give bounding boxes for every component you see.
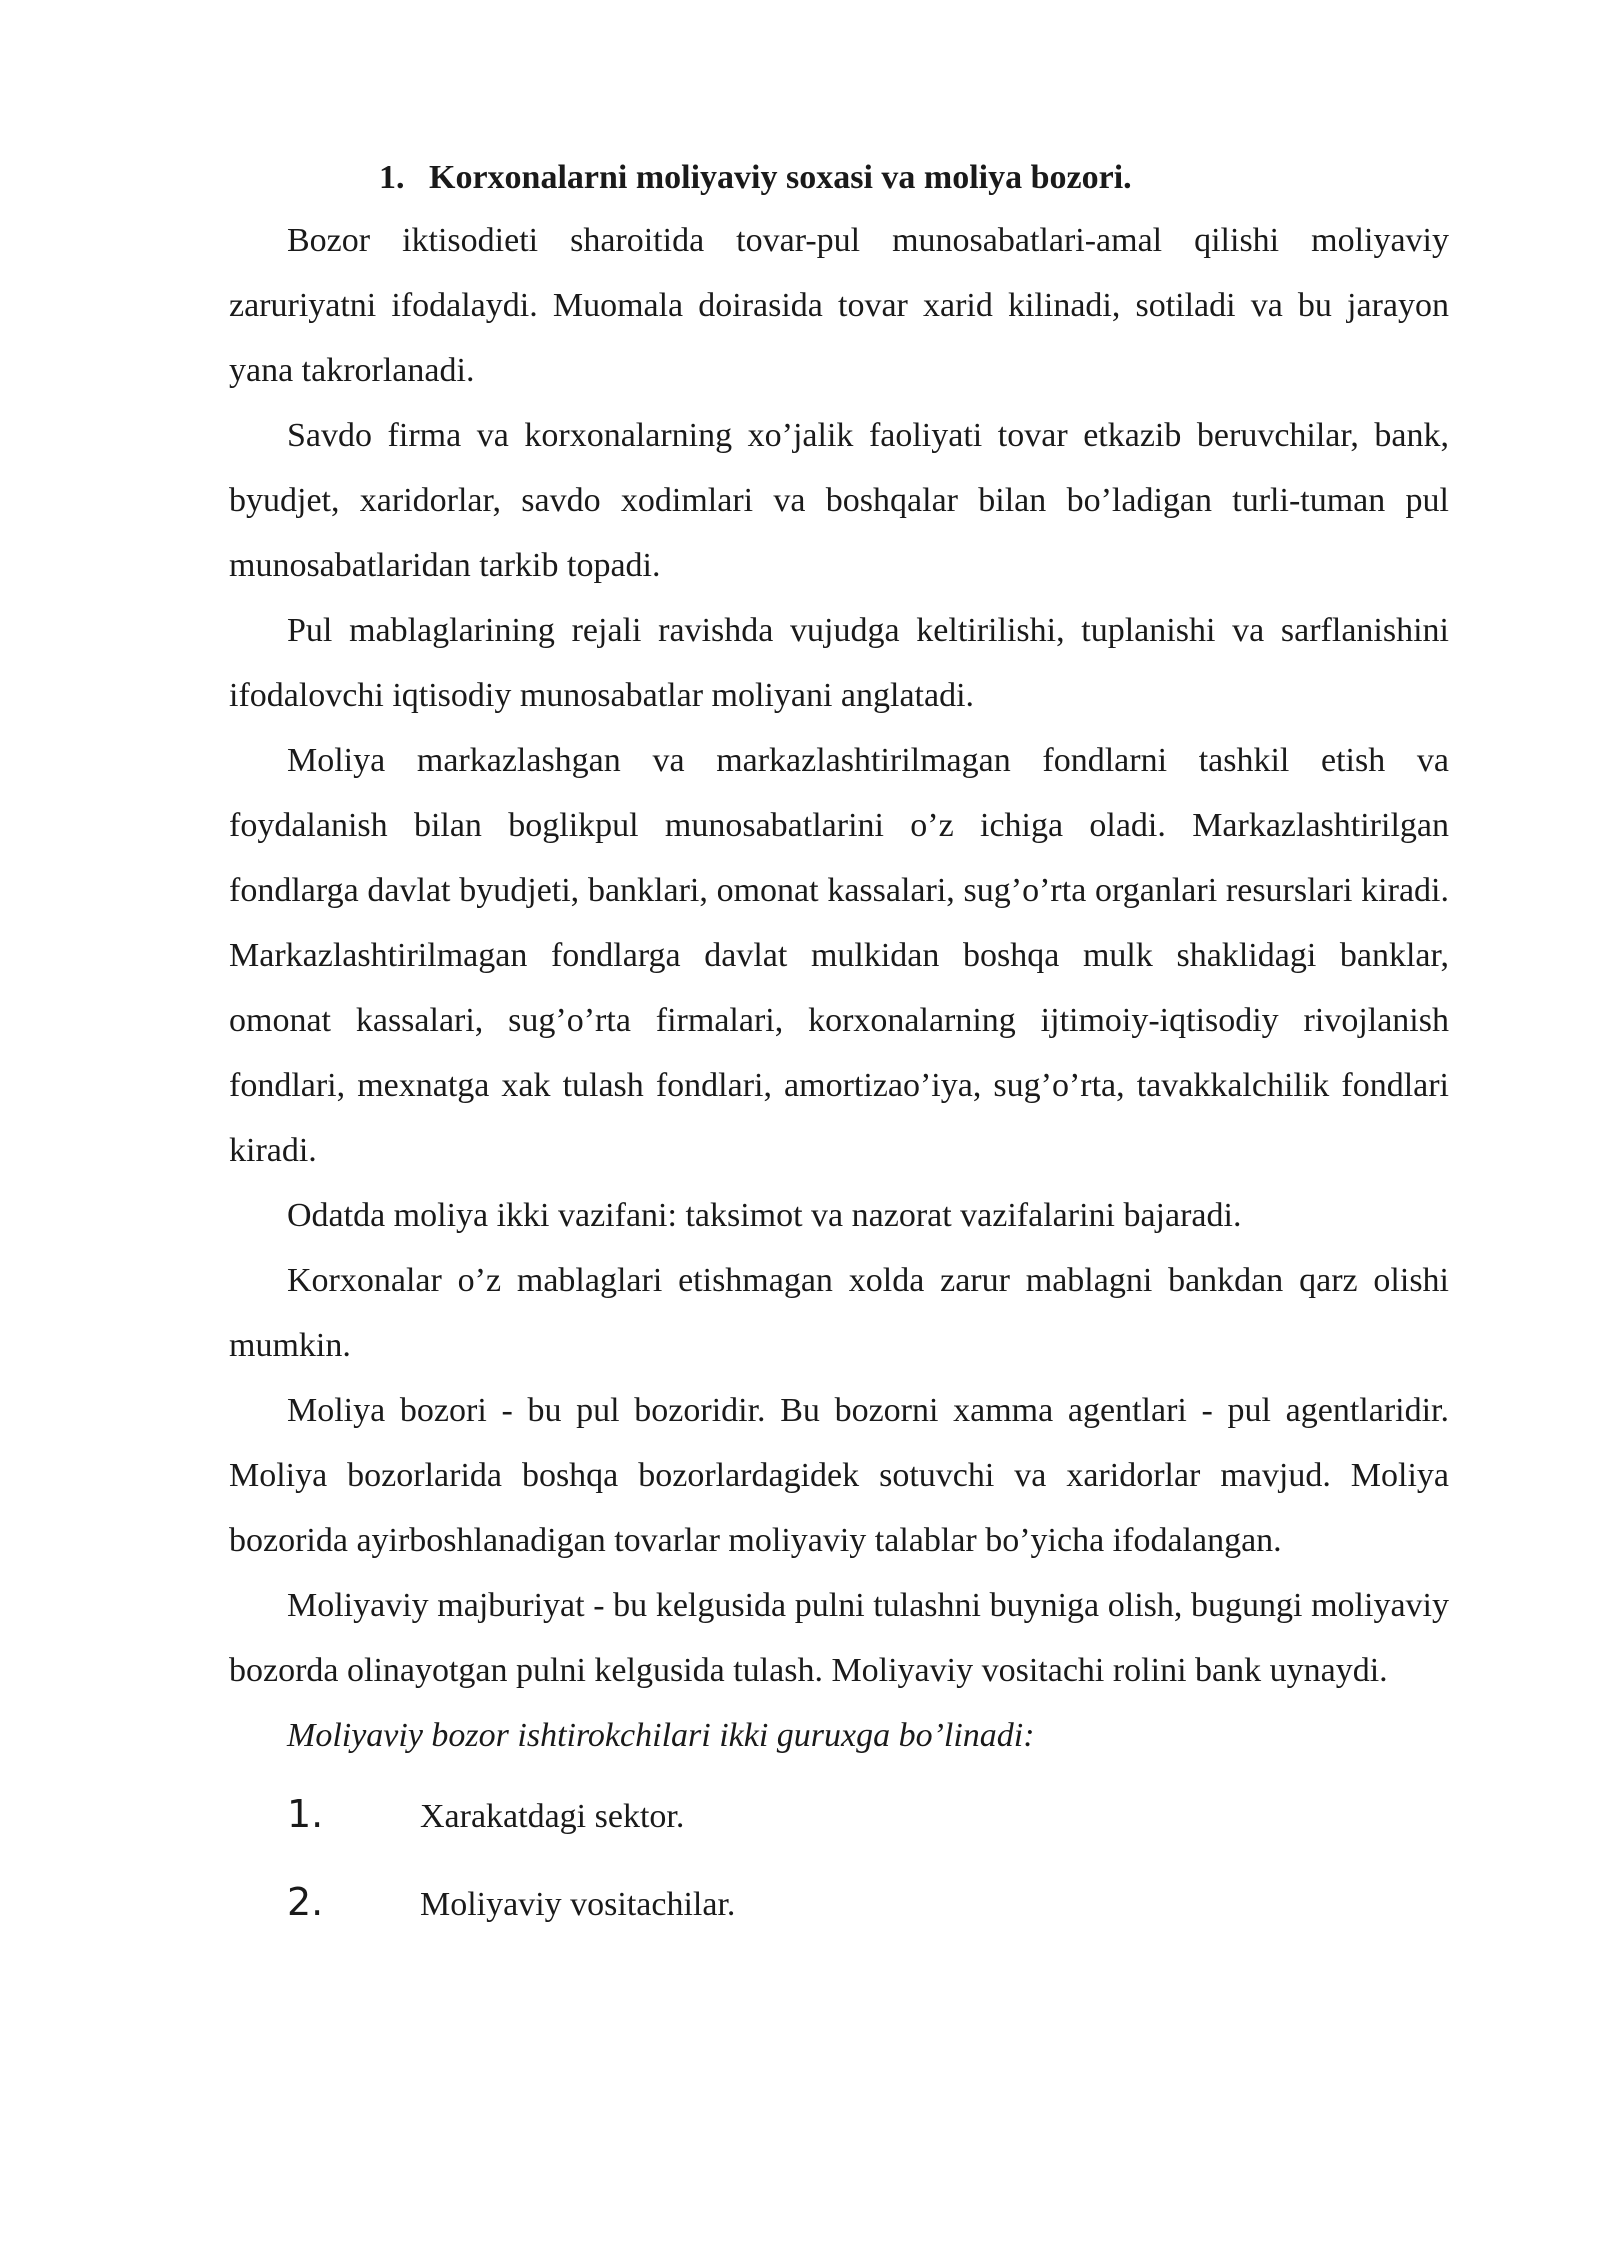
paragraph: Moliya markazlashgan va markazlashtirilmagan fondlarni tashkil etish va foydalanish bilan boglikpul munosabatlarini o’z ichiga oladi. Markazlashtirilgan fondlarga davlat byudjeti, banklari, omonat kassalari, sug’o’rta organlari resurslari kiradi. Markazlashtirilmagan fondlarga davlat mulkidan boshqa mulk shaklidagi banklar, omonat kassalari, sug’o’rta firmalari, korxonalarning ijtimoiy-iqtisodiy rivojlanish fondlari, mexnatga xak tulash fondlari, amortizao’iya, sug’o’rta, tavakkalchilik fondlari kiradi. <box>229 742 1449 1169</box>
paragraph: Pul mablaglarining rejali ravishda vujudga keltirilishi, tuplanishi va sarflanishini ifodalovchi iqtisodiy munosabatlar moliyani anglatadi. <box>229 612 1449 714</box>
section-heading <box>229 148 1449 208</box>
paragraph: Bozor iktisodieti sharoitida tovar-pul munosabatlari-amal qilishi moliyaviy zaruriyatni ifodalaydi. Muomala doirasida tovar xarid kilinadi, sotiladi va bu jarayon yana takrorlanadi. <box>229 222 1449 389</box>
paragraph: Savdo firma va korxonalarning xo’jalik faoliyati tovar etkazib beruvchilar, bank, byudjet, xaridorlar, savdo xodimlari va boshqalar bilan bo’ladigan turli-tuman pul munosabatlaridan tarkib topadi. <box>229 417 1449 584</box>
list-item-text: Moliyaviy vositachilar. <box>420 1886 736 1923</box>
document-body <box>229 148 1449 1958</box>
paragraph: Odatda moliya ikki vazifani: taksimot va nazorat vazifalarini bajaradi. <box>287 1197 1242 1234</box>
numbered-list <box>229 1782 1449 1958</box>
list-intro: Moliyaviy bozor ishtirokchilari ikki guruxga bo’linadi: <box>287 1717 1035 1754</box>
section-number: 1. <box>379 159 405 196</box>
list-item <box>229 1870 1449 1958</box>
list-item-number: 1. <box>287 1792 324 1836</box>
section-title: Korxonalarni moliyaviy soxasi va moliya bozori. <box>429 159 1132 196</box>
list-item <box>229 1782 1449 1870</box>
list-item-number: 2. <box>287 1880 324 1924</box>
paragraph: Moliyaviy majburiyat - bu kelgusida pulni tulashni buyniga olish, bugungi moliyaviy bozorda olinayotgan pulni kelgusida tulash. Moliyaviy vositachi rolini bank uynaydi. <box>229 1587 1449 1689</box>
paragraph: Korxonalar o’z mablaglari etishmagan xolda zarur mablagni bankdan qarz olishi mumkin. <box>229 1262 1449 1364</box>
paragraph: Moliya bozori - bu pul bozoridir. Bu bozorni xamma agentlari - pul agentlaridir. Moliya bozorlarida boshqa bozorlardagidek sotuvchi va xaridorlar mavjud. Moliya bozorida ayirboshlanadigan tovarlar moliyaviy talablar bo’yicha ifodalangan. <box>229 1392 1449 1559</box>
list-item-text: Xarakatdagi sektor. <box>420 1798 685 1835</box>
